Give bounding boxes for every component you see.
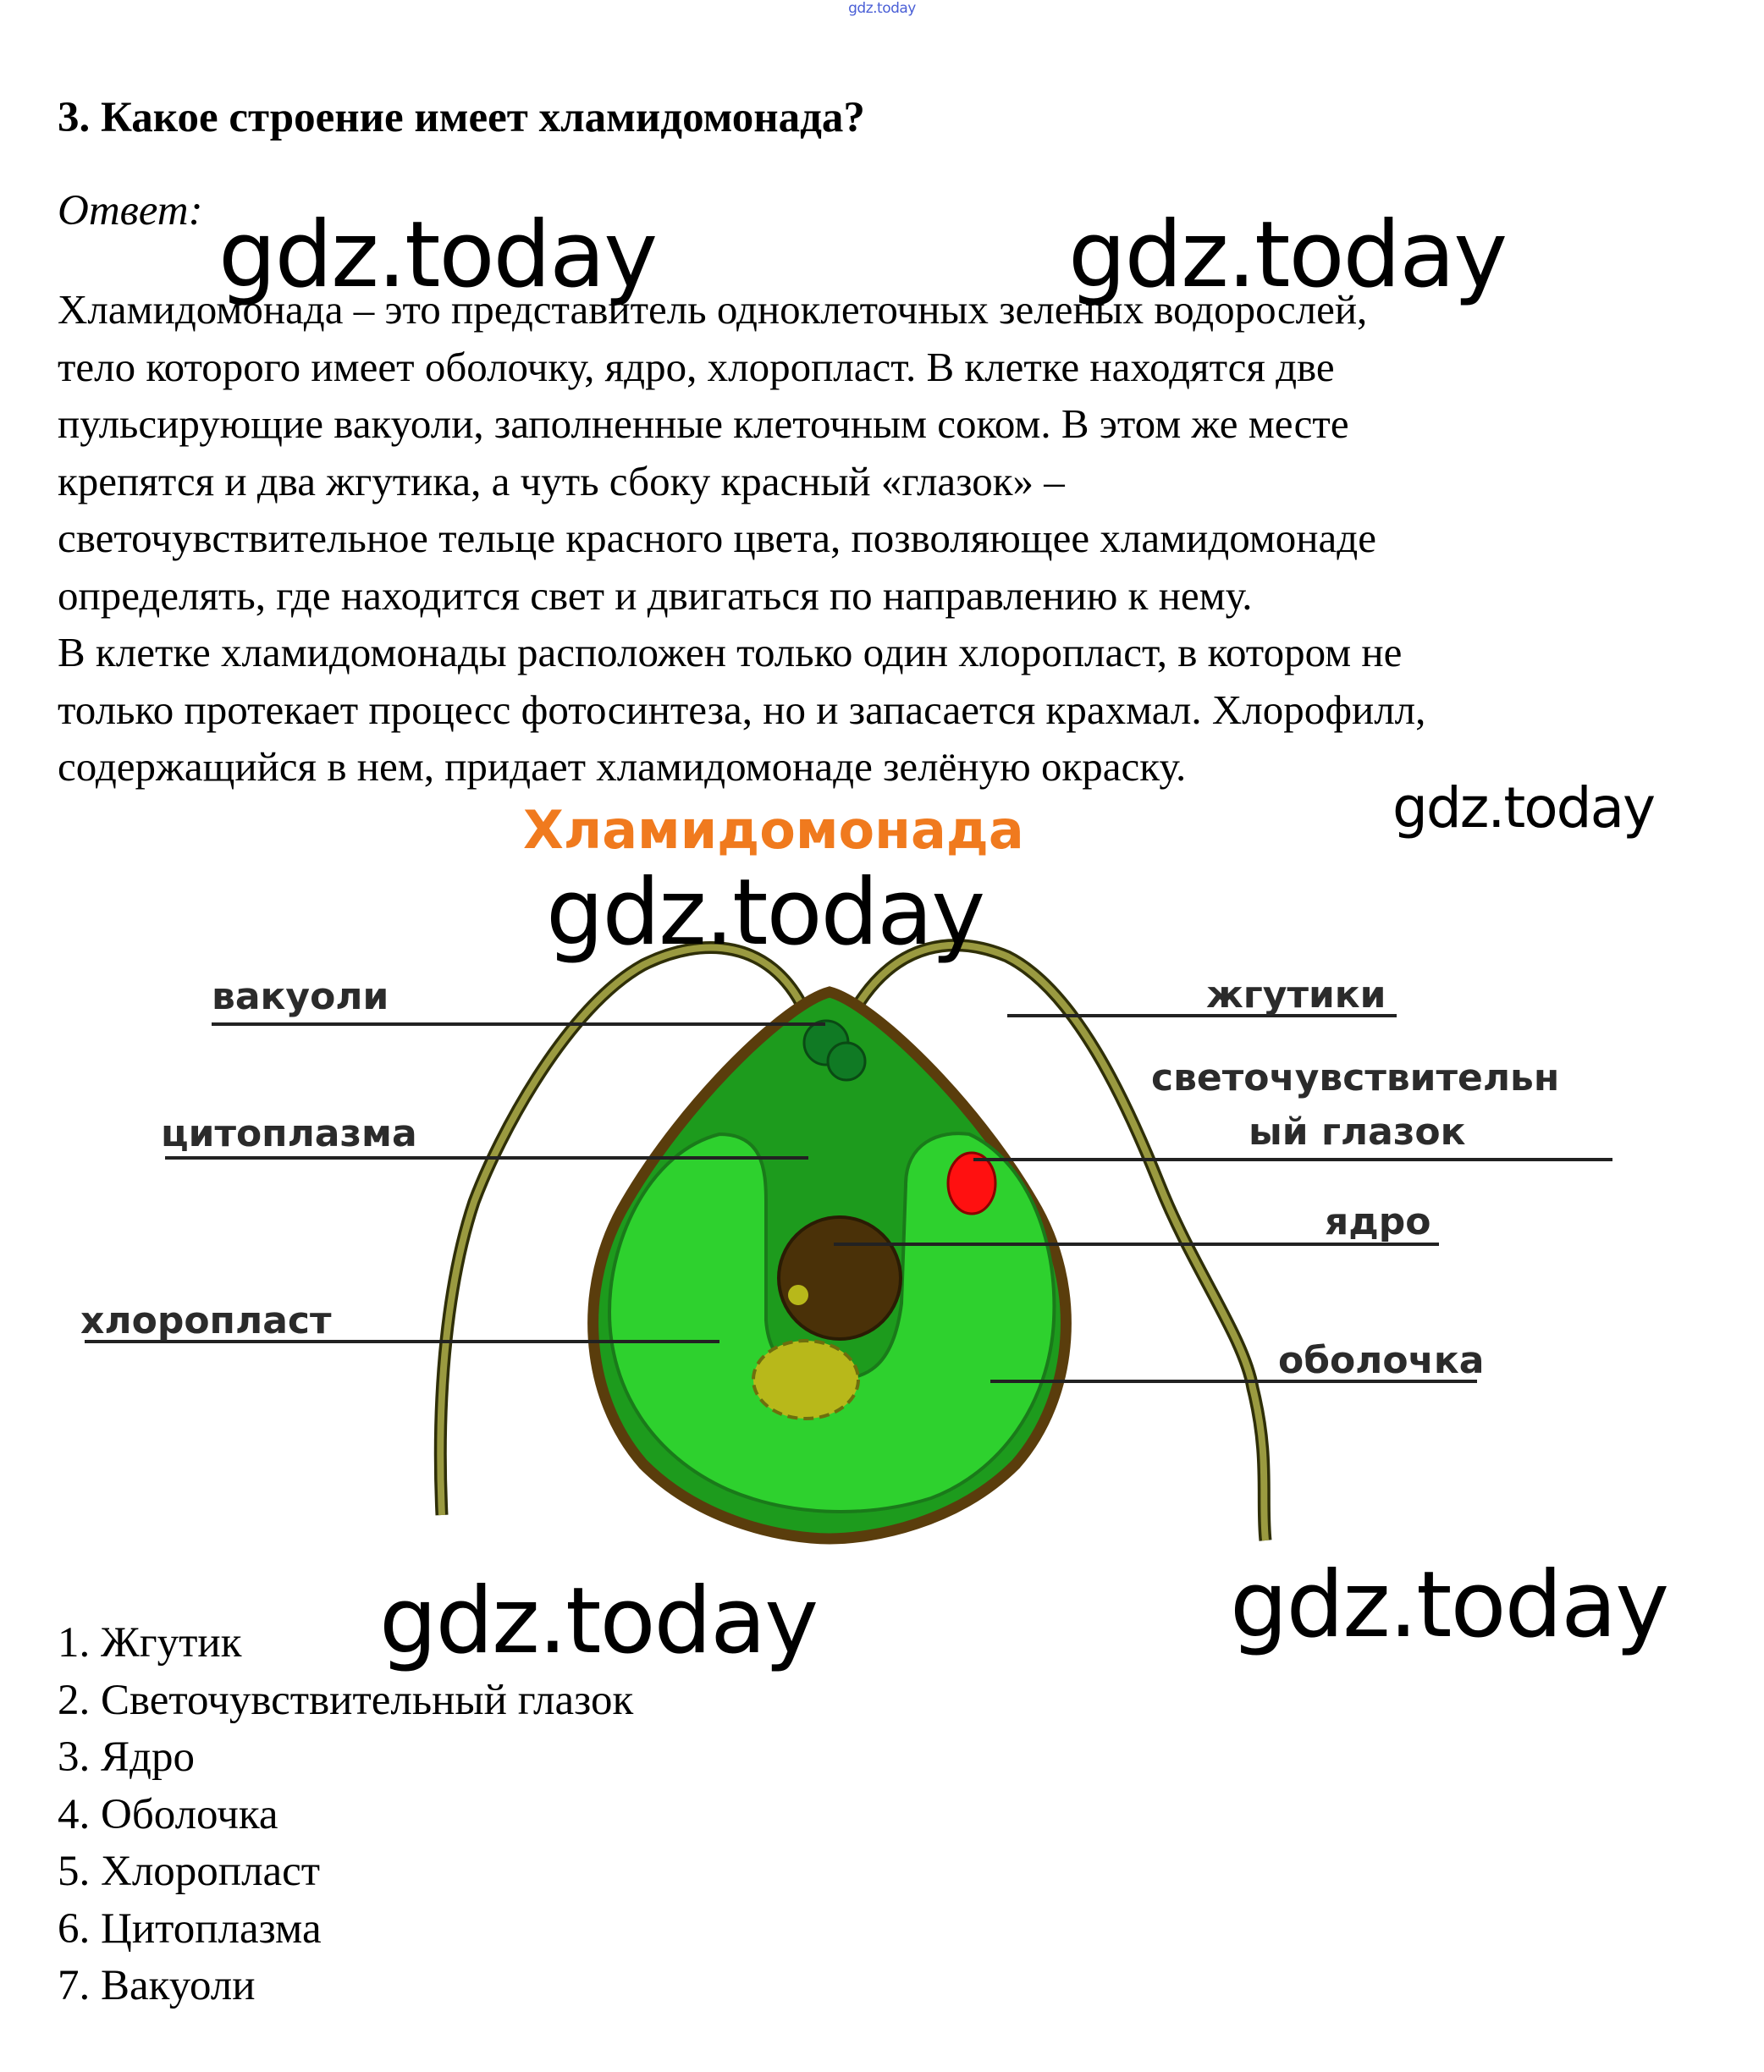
- legend-item: 7. Вакуоли: [58, 1962, 256, 2009]
- label-nucleus: ядро: [1325, 1200, 1431, 1243]
- legend-item: 2. Светочувствительный глазок: [58, 1676, 634, 1724]
- legend-item: 6. Цитоплазма: [58, 1904, 322, 1953]
- vacuole-2: [828, 1043, 865, 1080]
- answer-label: Ответ:: [58, 187, 203, 234]
- watermark: gdz.today: [218, 202, 657, 308]
- label-cytoplasm: цитоплазма: [161, 1112, 417, 1155]
- watermark: gdz.today: [546, 860, 984, 966]
- nucleus: [779, 1217, 901, 1339]
- label-chloroplast: хлоропласт: [80, 1299, 332, 1342]
- label-eyespot-1: светочувствительн: [1151, 1056, 1560, 1099]
- nucleolus: [788, 1285, 808, 1305]
- label-membrane: оболочка: [1278, 1339, 1485, 1382]
- legend-item: 1. Жгутик: [58, 1619, 242, 1667]
- watermark: gdz.today: [1230, 1552, 1668, 1658]
- diagram-title: Хламидомонада: [523, 799, 1024, 861]
- pyrenoid: [753, 1341, 858, 1419]
- label-vacuoles: вакуоли: [212, 975, 389, 1018]
- question-heading: 3. Какое строение имеет хламидомонада?: [58, 94, 865, 141]
- watermark: gdz.today: [1392, 775, 1655, 840]
- legend-item: 5. Хлоропласт: [58, 1848, 321, 1895]
- legend-item: 3. Ядро: [58, 1733, 195, 1781]
- watermark: gdz.today: [379, 1568, 818, 1674]
- watermark: gdz.today: [1068, 202, 1507, 308]
- legend-list: [58, 1615, 633, 2015]
- legend-item: 4. Оболочка: [58, 1790, 278, 1838]
- answer-paragraph-2: В клетке хламидомонады расположен только один хлоропласт, в котором не только протекает процесс фотосинтеза, но и запасается крахмал. Хлорофилл, содержащийся в нем, придает хламидомонаде зелёную окраску.: [58, 629, 1426, 790]
- label-flagella: жгутики: [1206, 973, 1386, 1017]
- answer-paragraph-1: Хламидомонада – это представитель одноклеточных зеленых водорослей, тело которого имеет оболочку, ядро, хлоропласт. В клетке находятся две пульсирующие вакуоли, заполненные клеточным соком. В этом же месте крепятся и два жгутика, а чуть сбоку красный «глазок» – светочувствительное тельце красного цвета, позволяющее хламидомонаде определять, где находится свет и двигаться по направлению к нему.: [58, 286, 1376, 619]
- eyespot: [948, 1153, 995, 1214]
- label-eyespot-2: ый глазок: [1249, 1110, 1466, 1154]
- site-mark[interactable]: gdz.today: [848, 0, 916, 17]
